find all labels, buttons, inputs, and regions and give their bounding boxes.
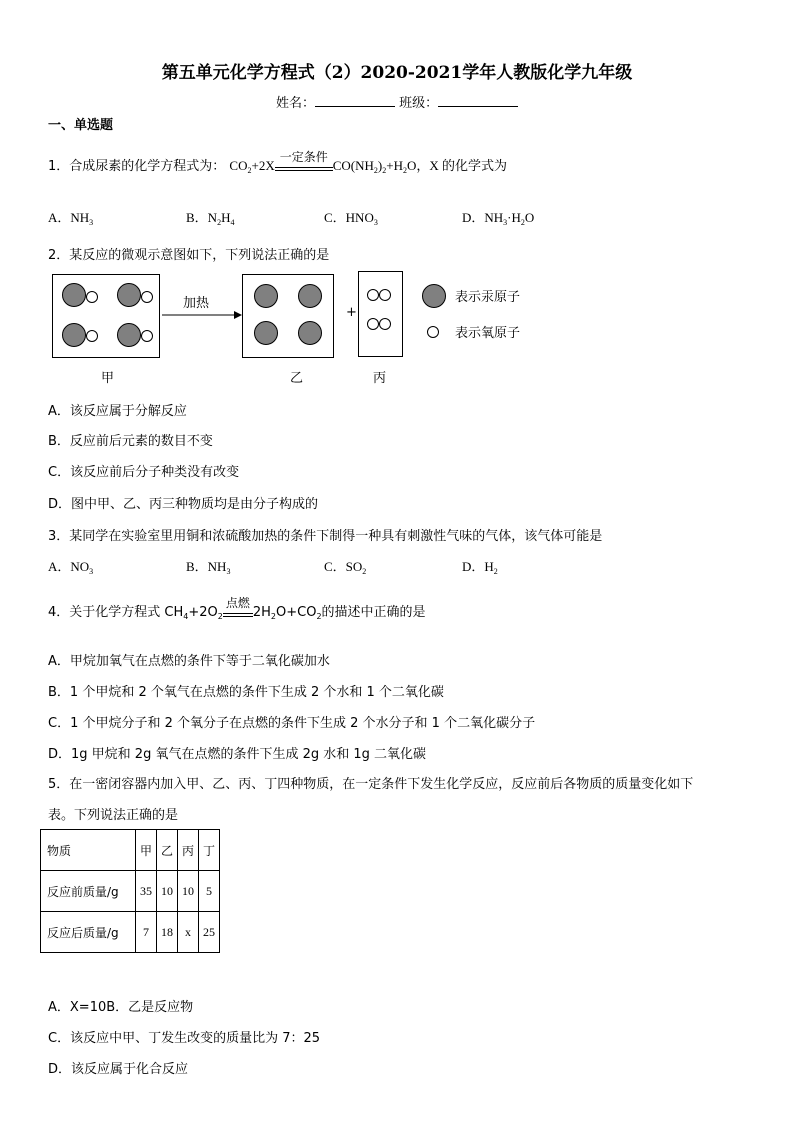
question-5-stem-line1: 5．在一密闭容器内加入甲、乙、丙、丁四种物质，在一定条件下发生化学反应，反应前后各物质的质量变化如下 xyxy=(48,777,694,792)
table-cell: 25 xyxy=(199,912,220,953)
q1-option-a[interactable]: A．$NH_3$ xyxy=(48,210,94,227)
q3-option-a[interactable]: A．$NO_3$ xyxy=(48,559,94,576)
mercury-atom xyxy=(254,284,278,308)
mass-table xyxy=(40,829,220,953)
q1-option-c[interactable]: C．$HNO_3$ xyxy=(324,210,378,227)
table-cell: 反应后质量/g xyxy=(41,912,136,953)
name-label: 姓名： xyxy=(276,96,316,111)
q5-option-ab[interactable]: A．X=10B．乙是反应物 xyxy=(48,1000,194,1015)
table-header-row xyxy=(41,830,220,871)
oxygen-atom xyxy=(367,289,379,301)
class-label: 班级： xyxy=(399,96,439,111)
oxygen-atom xyxy=(379,318,391,330)
mercury-atom xyxy=(62,323,86,347)
question-4-stem: 4．关于化学方程式 $CH_4+2O_2$ 点燃 $2H_2O+CO_2$的描述中正确的是 xyxy=(48,595,426,621)
heat-label: 加热 xyxy=(183,296,210,311)
mercury-atom xyxy=(117,323,141,347)
question-5-stem-line2: 表。下列说法正确的是 xyxy=(48,808,179,823)
mercury-atom xyxy=(254,321,278,345)
table-cell: 10 xyxy=(157,871,178,912)
q5-option-d[interactable]: D．该反应属于化合反应 xyxy=(48,1062,189,1077)
q1-option-b[interactable]: B．$N_2H_4$ xyxy=(186,210,235,227)
q4-option-b[interactable]: B．1 个甲烷和 2 个氧气在点燃的条件下生成 2 个水和 1 个二氧化碳 xyxy=(48,685,444,700)
q4-option-c[interactable]: C．1 个甲烷分子和 2 个氧分子在点燃的条件下生成 2 个水分子和 1 个二氧化碳分子 xyxy=(48,716,536,731)
q2-option-a[interactable]: A．该反应属于分解反应 xyxy=(48,404,187,419)
q3-option-c[interactable]: C．$SO_2$ xyxy=(324,559,367,576)
class-blank[interactable] xyxy=(438,94,518,107)
name-blank[interactable] xyxy=(315,94,395,107)
q3-option-d[interactable]: D．$H_2$ xyxy=(462,559,498,576)
legend-mercury-text: 表示汞原子 xyxy=(455,290,521,305)
table-cell: x xyxy=(178,912,199,953)
q2-option-b[interactable]: B．反应前后元素的数目不变 xyxy=(48,434,213,449)
q4-option-d[interactable]: D．1g 甲烷和 2g 氧气在点燃的条件下生成 2g 水和 1g 二氧化碳 xyxy=(48,747,427,762)
table-cell: 7 xyxy=(136,912,157,953)
table-cell: 35 xyxy=(136,871,157,912)
q5-option-c[interactable]: C．该反应中甲、丁发生改变的质量比为 7：25 xyxy=(48,1031,321,1046)
table-cell: 18 xyxy=(157,912,178,953)
q2-option-c[interactable]: C．该反应前后分子种类没有改变 xyxy=(48,465,240,480)
section-title: 一、单选题 xyxy=(48,118,114,133)
mercury-atom xyxy=(117,283,141,307)
plus-sign: + xyxy=(346,305,357,320)
oxygen-atom xyxy=(141,291,153,303)
table-cell: 10 xyxy=(178,871,199,912)
oxygen-atom xyxy=(367,318,379,330)
table-cell: 5 xyxy=(199,871,220,912)
mercury-atom xyxy=(298,284,322,308)
box-jia xyxy=(52,274,160,358)
q3-option-b[interactable]: B．$NH_3$ xyxy=(186,559,231,576)
legend-oxygen-icon xyxy=(427,326,439,338)
q1-option-d[interactable]: D．$NH_3\cdot H_2O$ xyxy=(462,210,535,227)
table-header: 乙 xyxy=(157,830,178,871)
table-cell: 反应前质量/g xyxy=(41,871,136,912)
label-bing: 丙 xyxy=(373,371,387,386)
mercury-atom xyxy=(62,283,86,307)
legend-mercury-icon xyxy=(422,284,446,308)
legend-oxygen-text: 表示氧原子 xyxy=(455,326,521,341)
table-header: 丁 xyxy=(199,830,220,871)
q2-option-d[interactable]: D．图中甲、乙、丙三种物质均是由分子构成的 xyxy=(48,497,319,512)
reaction-arrow xyxy=(160,309,244,321)
table-header: 丙 xyxy=(178,830,199,871)
mercury-atom xyxy=(298,321,322,345)
box-yi xyxy=(242,274,334,358)
q4-option-a[interactable]: A．甲烷加氧气在点燃的条件下等于二氧化碳加水 xyxy=(48,654,330,669)
oxygen-atom xyxy=(86,291,98,303)
label-jia: 甲 xyxy=(101,371,115,386)
label-yi: 乙 xyxy=(290,371,304,386)
question-2-stem: 2．某反应的微观示意图如下，下列说法正确的是 xyxy=(48,248,330,263)
table-row xyxy=(41,912,220,953)
name-class-line xyxy=(276,92,518,111)
equation-arrow: 一定条件 xyxy=(275,163,333,171)
table-header: 甲 xyxy=(136,830,157,871)
table-row xyxy=(41,871,220,912)
oxygen-atom xyxy=(379,289,391,301)
box-bing xyxy=(358,271,403,357)
q1-equation: $CO_2+2X$ 一定条件 $CO(NH_2)_2+H_2O$，X 的化学式为 xyxy=(229,150,507,175)
q1-prefix: 1．合成尿素的化学方程式为： xyxy=(48,159,226,174)
question-1-stem xyxy=(48,150,507,175)
page-title: 第五单元化学方程式（2）2020-2021学年人教版化学九年级 xyxy=(161,63,633,83)
oxygen-atom xyxy=(141,330,153,342)
table-header: 物质 xyxy=(41,830,136,871)
oxygen-atom xyxy=(86,330,98,342)
question-3-stem: 3．某同学在实验室里用铜和浓硫酸加热的条件下制得一种具有刺激性气味的气体，该气体可能是 xyxy=(48,529,603,544)
equation-arrow: 点燃 xyxy=(223,609,253,617)
